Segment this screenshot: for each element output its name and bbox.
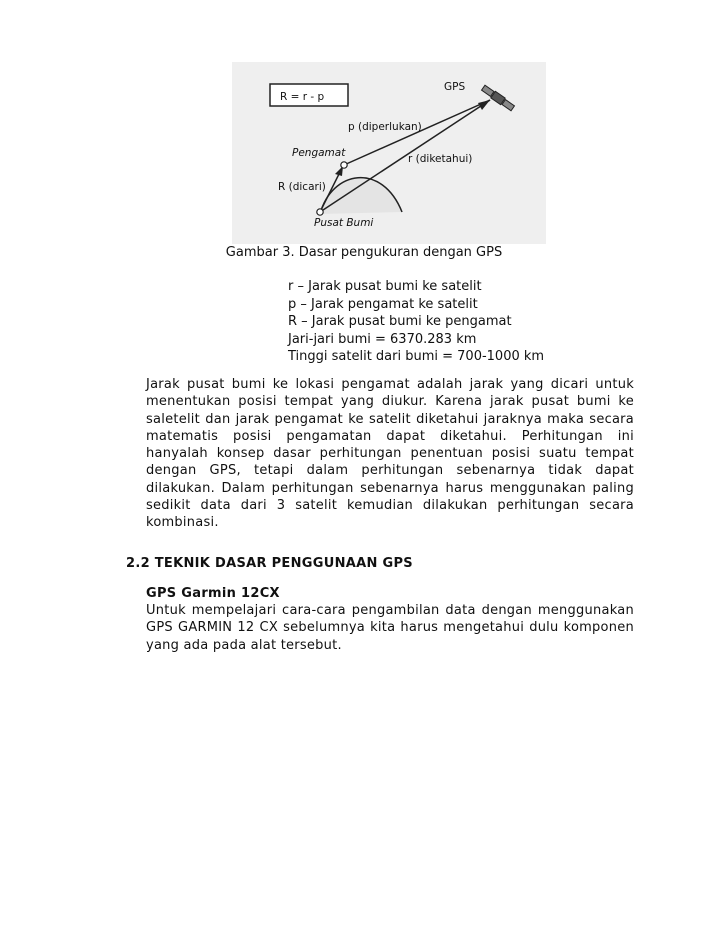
satellite-icon: [481, 84, 515, 111]
p-label: p (diperlukan): [348, 121, 422, 133]
observer-label: Pengamat: [292, 147, 346, 159]
gps-diagram: [232, 62, 546, 244]
legend-item: p – Jarak pengamat ke satelit: [288, 296, 478, 312]
R-label: R (dicari): [278, 181, 326, 193]
r-label: r (diketahui): [408, 153, 473, 165]
figure-caption: Gambar 3. Dasar pengukuran dengan GPS: [225, 245, 503, 260]
gps-diagram-figure: [232, 62, 546, 244]
earth-center-point: [317, 209, 323, 215]
center-label: Pusat Bumi: [314, 217, 374, 229]
body-paragraph-2: Untuk mempelajari cara-cara pengambilan data dengan menggunakan GPS GARMIN 12 CX sebelumnya kita harus mengetahui dulu komponen yang ada pada alat tersebut.: [146, 603, 634, 653]
formula-label: R = r - p: [280, 91, 325, 103]
gps-label: GPS: [444, 81, 466, 93]
observer-point: [341, 162, 347, 168]
legend-item: R – Jarak pusat bumi ke pengamat: [288, 314, 512, 329]
legend-item: r – Jarak pusat bumi ke satelit: [288, 279, 482, 294]
legend-item: Jari-jari bumi = 6370.283 km: [288, 331, 477, 347]
subheading: GPS Garmin 12CX: [146, 586, 280, 601]
legend-item: Tinggi satelit dari bumi = 700-1000 km: [288, 349, 545, 364]
earth-surface-arc: [320, 178, 402, 214]
body-paragraph-1: Jarak pusat bumi ke lokasi pengamat adalah jarak yang dicari untuk menentukan posisi tempat yang diukur. Karena jarak pusat bumi ke saletelit dan jarak pengamat ke satelit diketahui jaraknya maka secara matematis posisi pengamatan dapat diketahui. Perhitungan ini hanyalah konsep dasar perhitungan penentuan posisi suatu tempat dengan GPS, tetapi dalam perhitungan sebenarnya tidak dapat dilakukan. Dalam perhitungan sebenarnya harus menggunakan paling sedikit data dari 3 satelit kemudian dilakukan perhitungan secara kombinasi.: [146, 377, 634, 531]
figure-legend: [288, 278, 544, 366]
section-heading: 2.2 TEKNIK DASAR PENGGUNAAN GPS: [126, 556, 413, 571]
